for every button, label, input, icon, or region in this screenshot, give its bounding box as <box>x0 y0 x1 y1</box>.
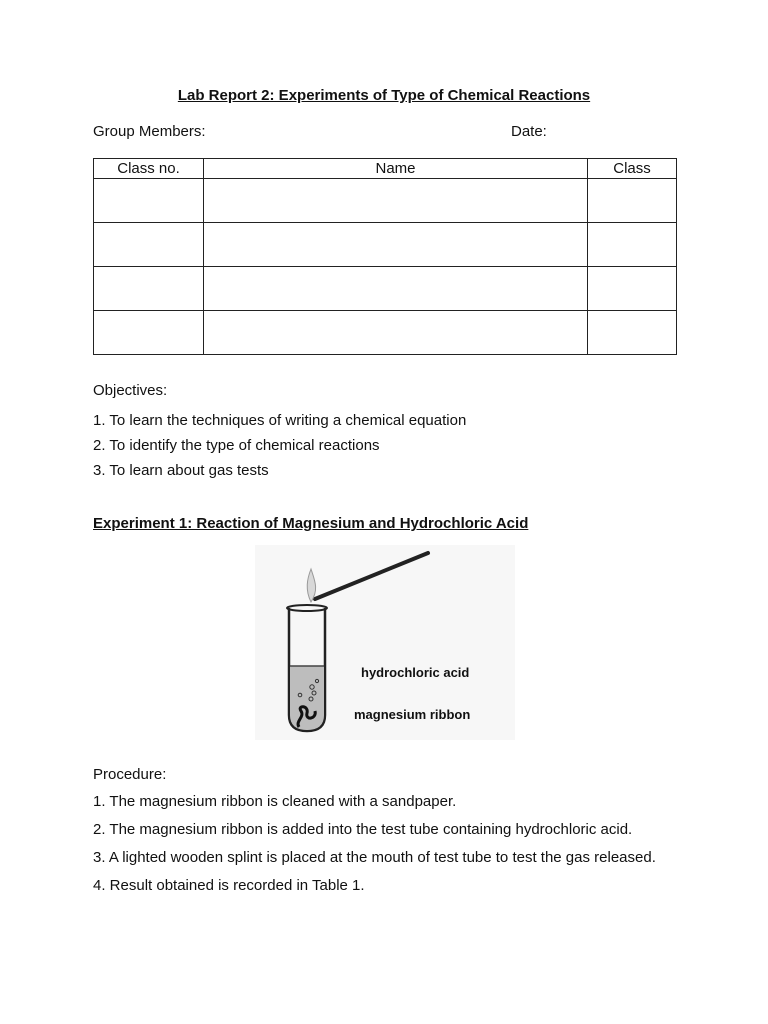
magnesium-ribbon-label: magnesium ribbon <box>354 707 471 722</box>
procedure-step: 4. Result obtained is recorded in Table 1. <box>93 877 365 894</box>
table-row <box>94 311 677 355</box>
objective-item: 1. To learn the techniques of writing a chemical equation <box>93 412 467 429</box>
class-no-cell[interactable] <box>94 267 204 311</box>
name-cell[interactable] <box>204 223 588 267</box>
class-cell[interactable] <box>588 223 677 267</box>
class-no-cell[interactable] <box>94 223 204 267</box>
table-row <box>94 179 677 223</box>
objectives-heading: Objectives: <box>93 382 168 399</box>
procedure-step: 3. A lighted wooden splint is placed at the mouth of test tube to test the gas released. <box>93 849 656 866</box>
name-cell[interactable] <box>204 179 588 223</box>
procedure-step: 2. The magnesium ribbon is added into the test tube containing hydrochloric acid. <box>93 821 633 838</box>
class-cell[interactable] <box>588 179 677 223</box>
table-row <box>94 267 677 311</box>
report-title: Lab Report 2: Experiments of Type of Chemical Reactions <box>177 87 591 104</box>
hydrochloric-acid-label: hydrochloric acid <box>361 665 470 680</box>
class-no-cell[interactable] <box>94 311 204 355</box>
column-header-class: Class <box>588 159 677 179</box>
group-members-table <box>93 158 677 355</box>
column-header-class-no: Class no. <box>94 159 204 179</box>
table-header-row <box>94 159 677 179</box>
column-header-name: Name <box>204 159 588 179</box>
table-row <box>94 223 677 267</box>
wooden-splint <box>315 553 428 599</box>
procedure-step: 1. The magnesium ribbon is cleaned with a sandpaper. <box>93 793 457 810</box>
class-cell[interactable] <box>588 267 677 311</box>
class-cell[interactable] <box>588 311 677 355</box>
objective-item: 2. To identify the type of chemical reactions <box>93 437 380 454</box>
name-cell[interactable] <box>204 267 588 311</box>
experiment-1-title: Experiment 1: Reaction of Magnesium and Hydrochloric Acid <box>93 515 529 532</box>
class-no-cell[interactable] <box>94 179 204 223</box>
name-cell[interactable] <box>204 311 588 355</box>
date-label: Date: <box>511 123 547 140</box>
flame-icon <box>307 569 315 602</box>
procedure-heading: Procedure: <box>93 766 167 783</box>
hydrochloric-acid-liquid <box>290 666 324 730</box>
objective-item: 3. To learn about gas tests <box>93 462 269 479</box>
group-members-label: Group Members: <box>93 123 206 140</box>
